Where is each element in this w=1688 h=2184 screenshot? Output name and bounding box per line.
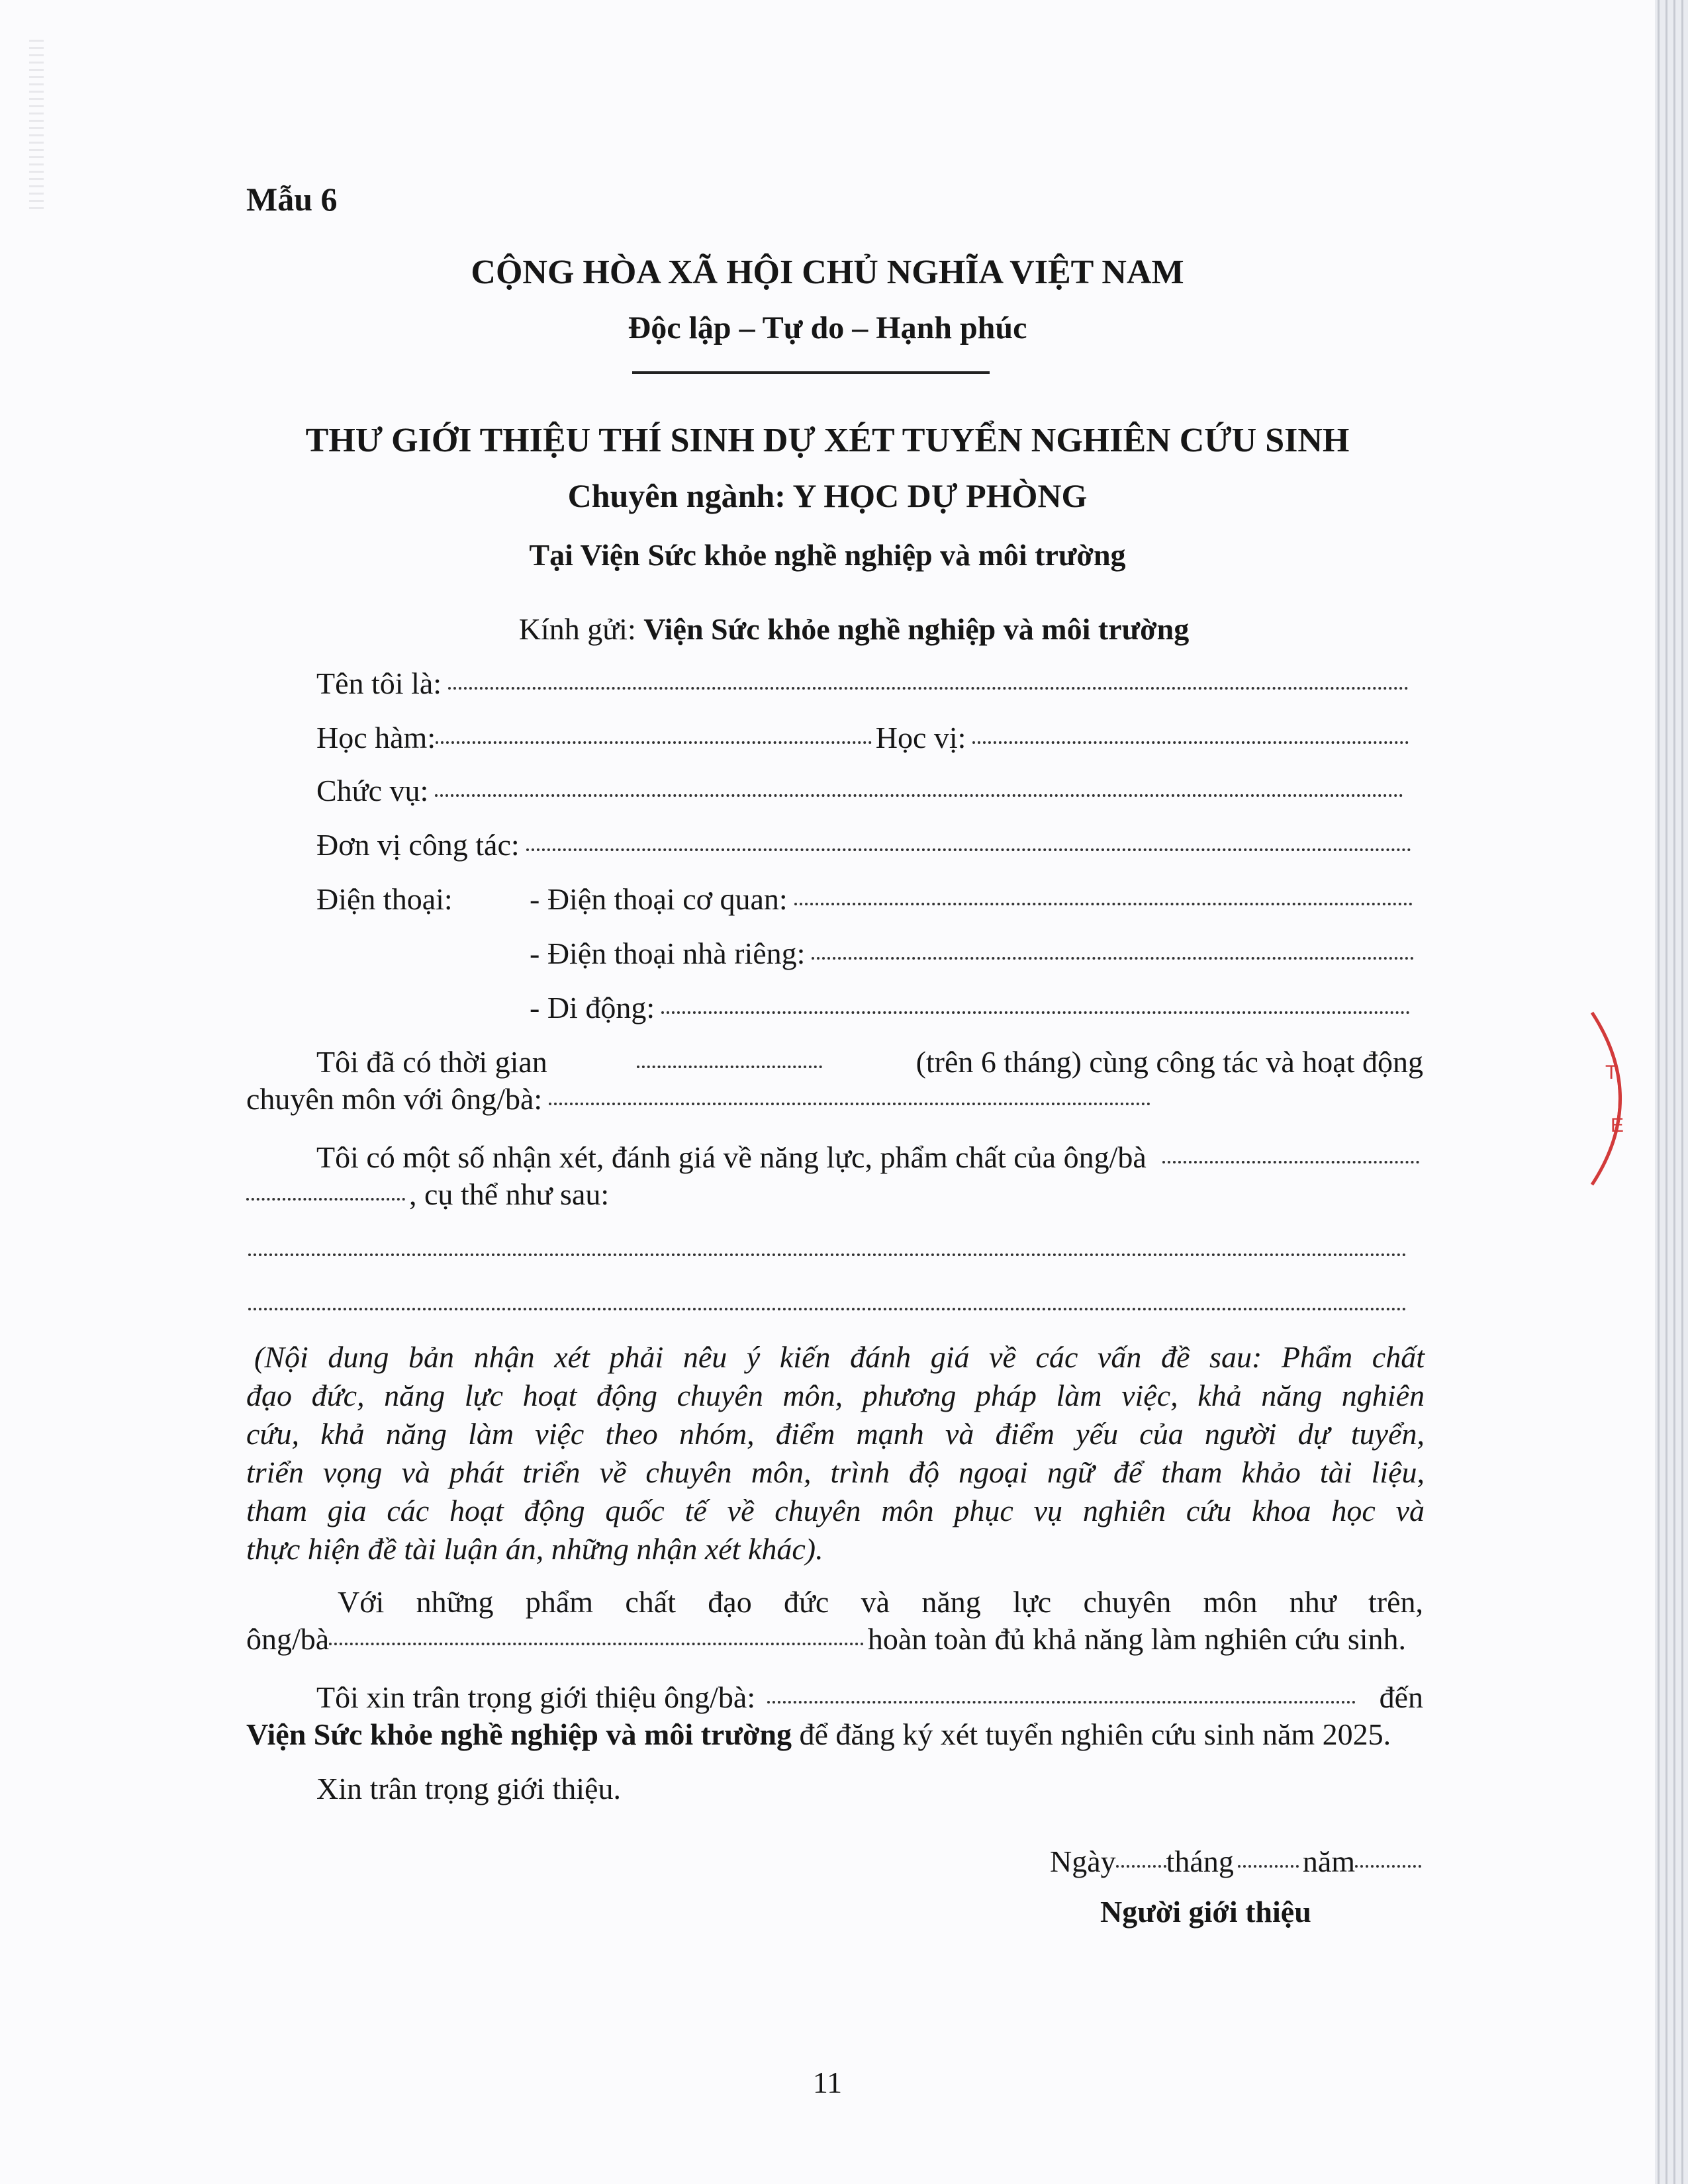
page-edge xyxy=(1673,0,1675,2184)
mobile-blank[interactable] xyxy=(661,1011,1410,1014)
field-office-phone xyxy=(530,882,1417,917)
field-position xyxy=(316,773,1407,808)
name-blank[interactable] xyxy=(448,687,1409,690)
motto-underline xyxy=(632,371,990,374)
note-line: đạo đức, năng lực hoạt động chuyên môn, phương pháp làm việc, khả năng nghiên xyxy=(246,1379,1425,1412)
position-label: Chức vụ: xyxy=(316,774,429,807)
workplace-blank[interactable] xyxy=(526,848,1411,851)
assess-line-1 xyxy=(316,1140,1423,1175)
recipient-name: Viện Sức khỏe nghề nghiệp và môi trường xyxy=(643,612,1190,646)
page-edge xyxy=(1665,0,1667,2184)
date-year-blank[interactable] xyxy=(1355,1865,1421,1868)
date-day-blank[interactable] xyxy=(1116,1865,1166,1868)
time-end: (trên 6 tháng) cùng công tác và hoạt động xyxy=(915,1045,1423,1079)
intro-end: đến xyxy=(1379,1680,1423,1714)
page-edge xyxy=(1681,0,1683,2184)
academic-rank-label: Học hàm: xyxy=(316,721,436,754)
closing: Xin trân trọng giới thiệu. xyxy=(316,1772,621,1805)
recipient-line xyxy=(0,612,1655,647)
note-line: cứu, khả năng làm việc theo nhóm, điểm mạnh và điểm yếu của người dự tuyển, xyxy=(246,1417,1425,1451)
date-year-label: năm xyxy=(1302,1844,1356,1878)
intro-line-2 xyxy=(246,1717,1391,1752)
assess-end: , cụ thể như sau: xyxy=(409,1177,610,1211)
intro-institute: Viện Sức khỏe nghề nghiệp và môi trường xyxy=(246,1717,792,1751)
assess-text: Tôi có một số nhận xét, đánh giá về năng lực, phẩm chất của ông/bà xyxy=(316,1140,1147,1174)
date-day-label: Ngày xyxy=(1050,1844,1116,1878)
national-title: CỘNG HÒA XÃ HỘI CHỦ NGHĨA VIỆT NAM xyxy=(471,253,1184,291)
workplace-label: Đơn vị công tác: xyxy=(316,828,520,862)
svg-text:T: T xyxy=(1605,1062,1618,1083)
time-line-1 xyxy=(316,1044,1423,1079)
quality-line-1: Với những phẩm chất đạo đức và năng lực chuyên môn như trên, xyxy=(338,1585,1423,1619)
intro-line-1 xyxy=(316,1680,1423,1715)
document-title: THƯ GIỚI THIỆU THÍ SINH DỰ XÉT TUYỂN NGHIÊN CỨU SINH xyxy=(305,422,1350,459)
assess-name-blank[interactable] xyxy=(1162,1161,1419,1163)
field-mobile xyxy=(530,990,1414,1025)
quality-end: hoàn toàn đủ khả năng làm nghiên cứu sinh. xyxy=(867,1622,1406,1656)
scan-artifact xyxy=(29,40,44,212)
degree-label: Học vị: xyxy=(875,721,966,754)
motto: Độc lập – Tự do – Hạnh phúc xyxy=(628,310,1027,345)
svg-text:E: E xyxy=(1611,1115,1624,1136)
quality-line-2 xyxy=(246,1621,1406,1657)
office-phone-blank[interactable] xyxy=(794,903,1413,905)
time-blank[interactable] xyxy=(637,1066,822,1068)
field-name xyxy=(316,666,1413,701)
note-line: tham gia các hoạt động quốc tế về chuyên môn phục vụ nghiên cứu khoa học và xyxy=(246,1494,1425,1527)
recipient-prefix: Kính gửi: xyxy=(518,612,636,646)
mobile-label: - Di động: xyxy=(530,991,655,1024)
institute-line: Tại Viện Sức khỏe nghề nghiệp và môi trường xyxy=(529,538,1126,572)
home-phone-blank[interactable] xyxy=(812,957,1414,960)
position-blank[interactable] xyxy=(435,794,1403,797)
quality-name-blank[interactable] xyxy=(329,1643,864,1645)
specialty: Chuyên ngành: Y HỌC DỰ PHÒNG xyxy=(567,477,1088,514)
time-start: Tôi đã có thời gian xyxy=(316,1045,547,1079)
note-line: triển vọng và phát triển về chuyên môn, trình độ ngoại ngữ để tham khảo tài liệu, xyxy=(246,1455,1425,1489)
date-month-blank[interactable] xyxy=(1238,1865,1299,1868)
note-line: thực hiện đề tài luận án, những nhận xét khác). xyxy=(246,1532,823,1566)
time-line-2 xyxy=(246,1081,1154,1116)
name-label: Tên tôi là: xyxy=(316,666,442,700)
field-home-phone xyxy=(530,936,1418,971)
page-number: 11 xyxy=(812,2066,843,2099)
home-phone-label: - Điện thoại nhà riêng: xyxy=(530,936,806,970)
note-line: (Nội dung bản nhận xét phải nêu ý kiến đánh giá về các vấn đề sau: Phẩm chất xyxy=(254,1340,1425,1374)
colleague-blank[interactable] xyxy=(549,1103,1150,1105)
intro-purpose: để đăng ký xét tuyển nghiên cứu sinh năm 2025. xyxy=(799,1717,1391,1751)
phone-label: Điện thoại: xyxy=(316,882,453,916)
colleague-label: chuyên môn với ông/bà: xyxy=(246,1082,543,1116)
comment-blank-2[interactable] xyxy=(248,1308,1407,1310)
assess-line-2 xyxy=(246,1177,609,1212)
academic-rank-blank[interactable] xyxy=(436,741,872,744)
intro-name-blank[interactable] xyxy=(767,1701,1355,1704)
signer-title: Người giới thiệu xyxy=(1100,1895,1311,1929)
degree-blank[interactable] xyxy=(972,741,1409,744)
date-month-label: tháng xyxy=(1166,1844,1234,1878)
field-rank-degree xyxy=(316,720,1413,755)
comment-blank-1[interactable] xyxy=(248,1253,1407,1256)
assess-name-blank-2[interactable] xyxy=(246,1198,405,1201)
field-workplace xyxy=(316,827,1415,862)
form-number: Mẫu 6 xyxy=(246,181,338,218)
quality-start: ông/bà xyxy=(246,1622,330,1656)
date-line xyxy=(1050,1844,1421,1879)
red-seal-partial xyxy=(1585,999,1655,1198)
office-phone-label: - Điện thoại cơ quan: xyxy=(530,882,788,916)
intro-start: Tôi xin trân trọng giới thiệu ông/bà: xyxy=(316,1680,756,1714)
page-edge xyxy=(1658,0,1660,2184)
